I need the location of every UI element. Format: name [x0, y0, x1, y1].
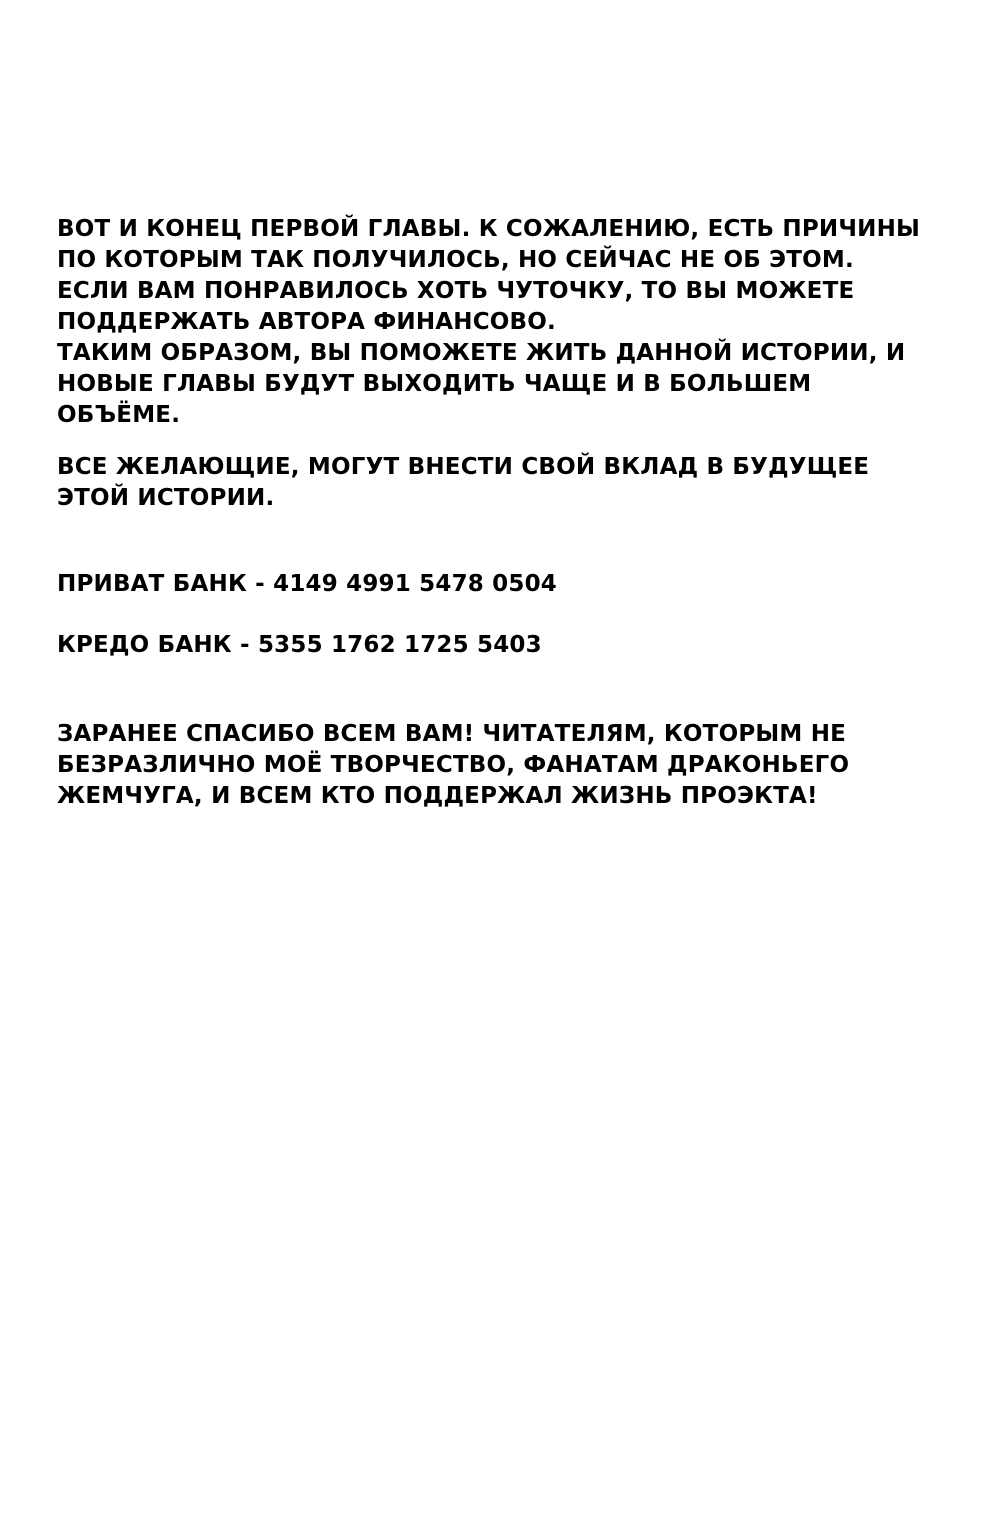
thanks-line: ЗАРАНЕЕ СПАСИБО ВСЕМ ВАМ! ЧИТАТЕЛЯМ, КОТОРЫМ НЕ: [57, 721, 847, 747]
thanks-line: БЕЗРАЗЛИЧНО МОЁ ТВОРЧЕСТВО, ФАНАТАМ ДРАКОНЬЕГО: [57, 752, 850, 778]
privat-bank-card: [57, 569, 957, 600]
privat-bank-card-text: ПРИВАТ БАНК - 4149 4991 5478 0504: [57, 571, 557, 597]
thanks-line: ЖЕМЧУГА, И ВСЕМ КТО ПОДДЕРЖАЛ ЖИЗНЬ ПРОЭКТА!: [57, 783, 818, 809]
intro-line: НОВЫЕ ГЛАВЫ БУДУТ ВЫХОДИТЬ ЧАЩЕ И В БОЛЬШЕМ: [57, 371, 812, 397]
intro-line: ВОТ И КОНЕЦ ПЕРВОЙ ГЛАВЫ. К СОЖАЛЕНИЮ, ЕСТЬ ПРИЧИНЫ: [57, 216, 921, 242]
credo-bank-card: [57, 630, 957, 661]
contribution-line: ВСЕ ЖЕЛАЮЩИЕ, МОГУТ ВНЕСТИ СВОЙ ВКЛАД В БУДУЩЕЕ: [57, 454, 870, 480]
contribution-paragraph: [57, 452, 957, 514]
contribution-line: ЭТОЙ ИСТОРИИ.: [57, 485, 275, 511]
intro-paragraph: [57, 214, 957, 431]
intro-line: ТАКИМ ОБРАЗОМ, ВЫ ПОМОЖЕТЕ ЖИТЬ ДАННОЙ ИСТОРИИ, И: [57, 340, 906, 366]
thanks-paragraph: [57, 719, 957, 812]
intro-line: ПО КОТОРЫМ ТАК ПОЛУЧИЛОСЬ, НО СЕЙЧАС НЕ ОБ ЭТОМ.: [57, 247, 854, 273]
intro-line: ЕСЛИ ВАМ ПОНРАВИЛОСЬ ХОТЬ ЧУТОЧКУ, ТО ВЫ МОЖЕТЕ: [57, 278, 855, 304]
credo-bank-card-text: КРЕДО БАНК - 5355 1762 1725 5403: [57, 632, 542, 658]
intro-line: ОБЪЁМЕ.: [57, 402, 181, 428]
intro-line: ПОДДЕРЖАТЬ АВТОРА ФИНАНСОВО.: [57, 309, 556, 335]
